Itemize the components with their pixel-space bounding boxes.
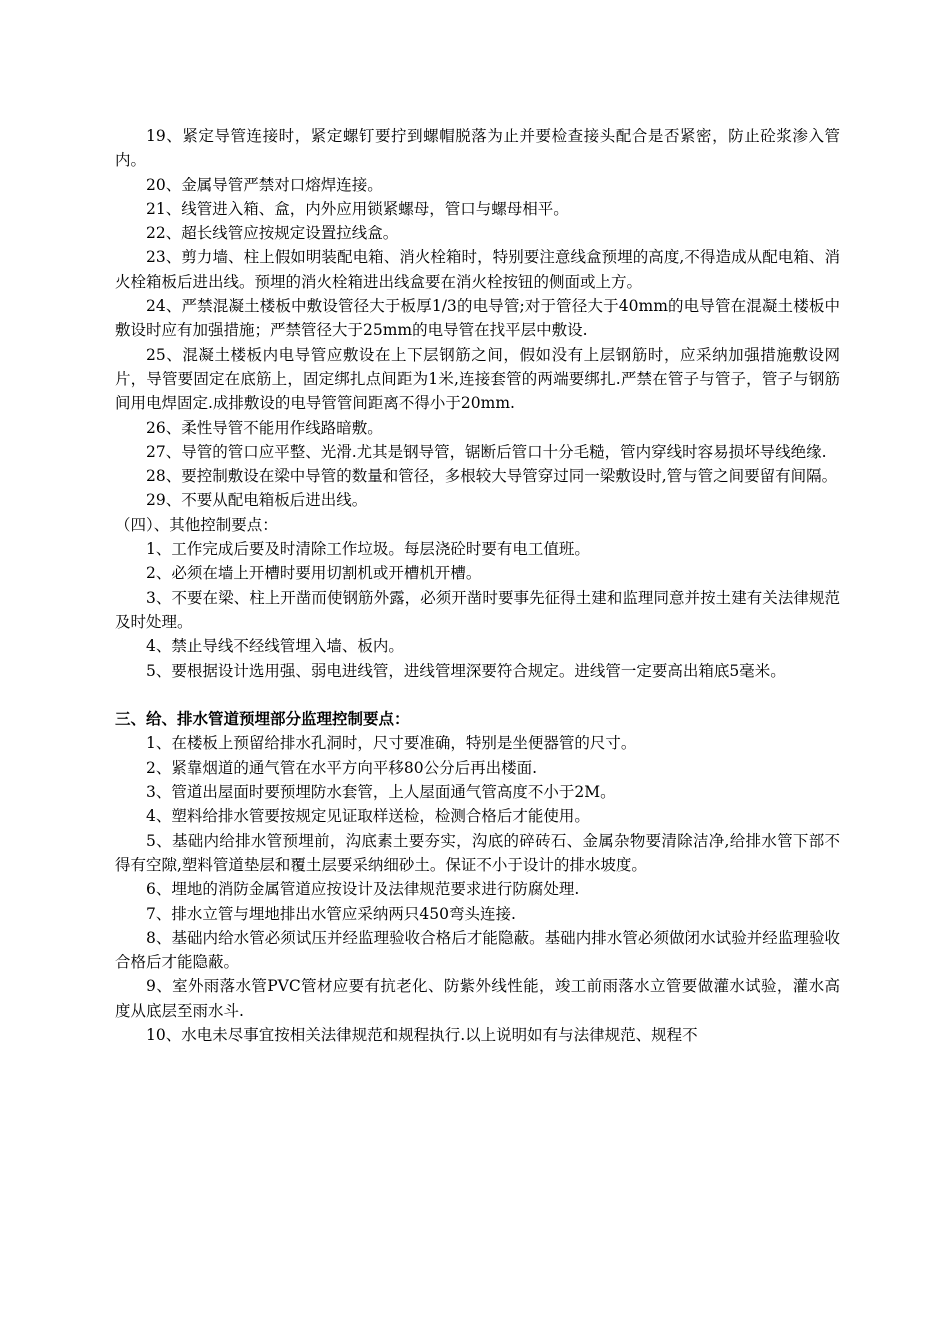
paragraph-item-24: 24、严禁混凝土楼板中敷设管径大于板厚1/3的电导管;对于管径大于40mm的电导管在混凝土楼板中敷设时应有加强措施；严禁管径大于25mm的电导管在找平层中敷设. — [115, 297, 840, 340]
section-heading-other-points: （四）、其他控制要点： — [115, 515, 278, 534]
section-heading-plumbing: 三、给、排水管道预埋部分监理控制要点： — [115, 709, 410, 729]
paragraph-item-23: 23、剪力墙、柱上假如明装配电箱、消火栓箱时，特别要注意线盒预埋的高度,不得造成从配电箱、消火栓箱板后进出线。预埋的消火栓箱进出线盒要在消火栓按钮的侧面或上方。 — [115, 248, 840, 291]
paragraph-plumbing-5: 5、基础内给排水管预埋前，沟底素土要夯实，沟底的碎砖石、金属杂物要清除洁净,给排水管下部不得有空隙,塑料管道垫层和覆土层要采纳细砂土。保证不小于设计的排水坡度。 — [115, 831, 840, 874]
paragraph-plumbing-4: 4、塑料给排水管要按规定见证取样送检，检测合格后才能使用。 — [146, 807, 590, 826]
paragraph-other-4: 4、禁止导线不经线管埋入墙、板内。 — [146, 637, 404, 656]
paragraph-item-26: 26、柔性导管不能用作线路暗敷。 — [146, 418, 383, 437]
paragraph-plumbing-1: 1、在楼板上预留给排水孔洞时，尺寸要准确，特别是坐便器管的尺寸。 — [146, 734, 637, 753]
paragraph-item-27: 27、导管的管口应平整、光滑.尤其是钢导管，锯断后管口十分毛糙，管内穿线时容易损坏导线绝缘. — [146, 442, 827, 461]
paragraph-plumbing-8: 8、基础内给水管必须试压并经监理验收合格后才能隐蔽。基础内排水管必须做闭水试验并经监理验收合格后才能隐蔽。 — [115, 928, 840, 972]
paragraph-other-5: 5、要根据设计选用强、弱电进线管，进线管埋深要符合规定。进线管一定要高出箱底5毫米。 — [146, 661, 786, 680]
paragraph-other-1: 1、工作完成后要及时清除工作垃圾。每层浇砼时要有电工值班。 — [146, 540, 590, 559]
paragraph-plumbing-3: 3、管道出屋面时要预埋防水套管，上人屋面通气管高度不小于2M。 — [146, 783, 616, 802]
paragraph-item-28: 28、要控制敷设在梁中导管的数量和管径，多根较大导管穿过同一梁敷设时,管与管之间要留有间隔。 — [146, 467, 838, 486]
paragraph-plumbing-10: 10、水电未尽事宜按相关法律规范和规程执行.以上说明如有与法律规范、规程不 — [146, 1025, 698, 1044]
paragraph-plumbing-9: 9、室外雨落水管PVC管材应要有抗老化、防紫外线性能，竣工前雨落水立管要做灌水试验，灌水高度从底层至雨水斗. — [115, 977, 840, 1020]
paragraph-item-29: 29、不要从配电箱板后进出线。 — [146, 491, 368, 510]
paragraph-item-22: 22、超长线管应按规定设置拉线盒。 — [146, 224, 399, 243]
paragraph-item-25: 25、混凝土楼板内电导管应敷设在上下层钢筋之间，假如没有上层钢筋时，应采纳加强措施敷设网片，导管要固定在底筋上，固定绑扎点间距为1米,连接套管的两端要绑扎.严禁在管子与管子，管子与钢筋间用电焊固定.成排敷设的电导管管间距离不得小于20mm. — [115, 345, 840, 413]
section-spacer — [115, 683, 840, 707]
document-body — [115, 124, 840, 1047]
paragraph-item-19: 19、紧定导管连接时，紧定螺钉要拧到螺帽脱落为止并要检查接头配合是否紧密，防止砼浆渗入管内。 — [115, 127, 840, 170]
paragraph-plumbing-6: 6、埋地的消防金属管道应按设计及法律规范要求进行防腐处理. — [146, 880, 580, 899]
paragraph-item-20: 20、金属导管严禁对口熔焊连接。 — [146, 175, 383, 194]
paragraph-other-3: 3、不要在梁、柱上开凿而使钢筋外露，必须开凿时要事先征得土建和监理同意并按土建有关法律规范及时处理。 — [115, 588, 840, 631]
paragraph-plumbing-2: 2、紧靠烟道的通气管在水平方向平移80公分后再出楼面. — [146, 758, 538, 777]
paragraph-item-21: 21、线管进入箱、盒，内外应用锁紧螺母，管口与螺母相平。 — [146, 199, 569, 218]
paragraph-plumbing-7: 7、排水立管与埋地排出水管应采纳两只450弯头连接. — [146, 904, 516, 923]
paragraph-other-2: 2、必须在墙上开槽时要用切割机或开槽机开槽。 — [146, 564, 482, 583]
